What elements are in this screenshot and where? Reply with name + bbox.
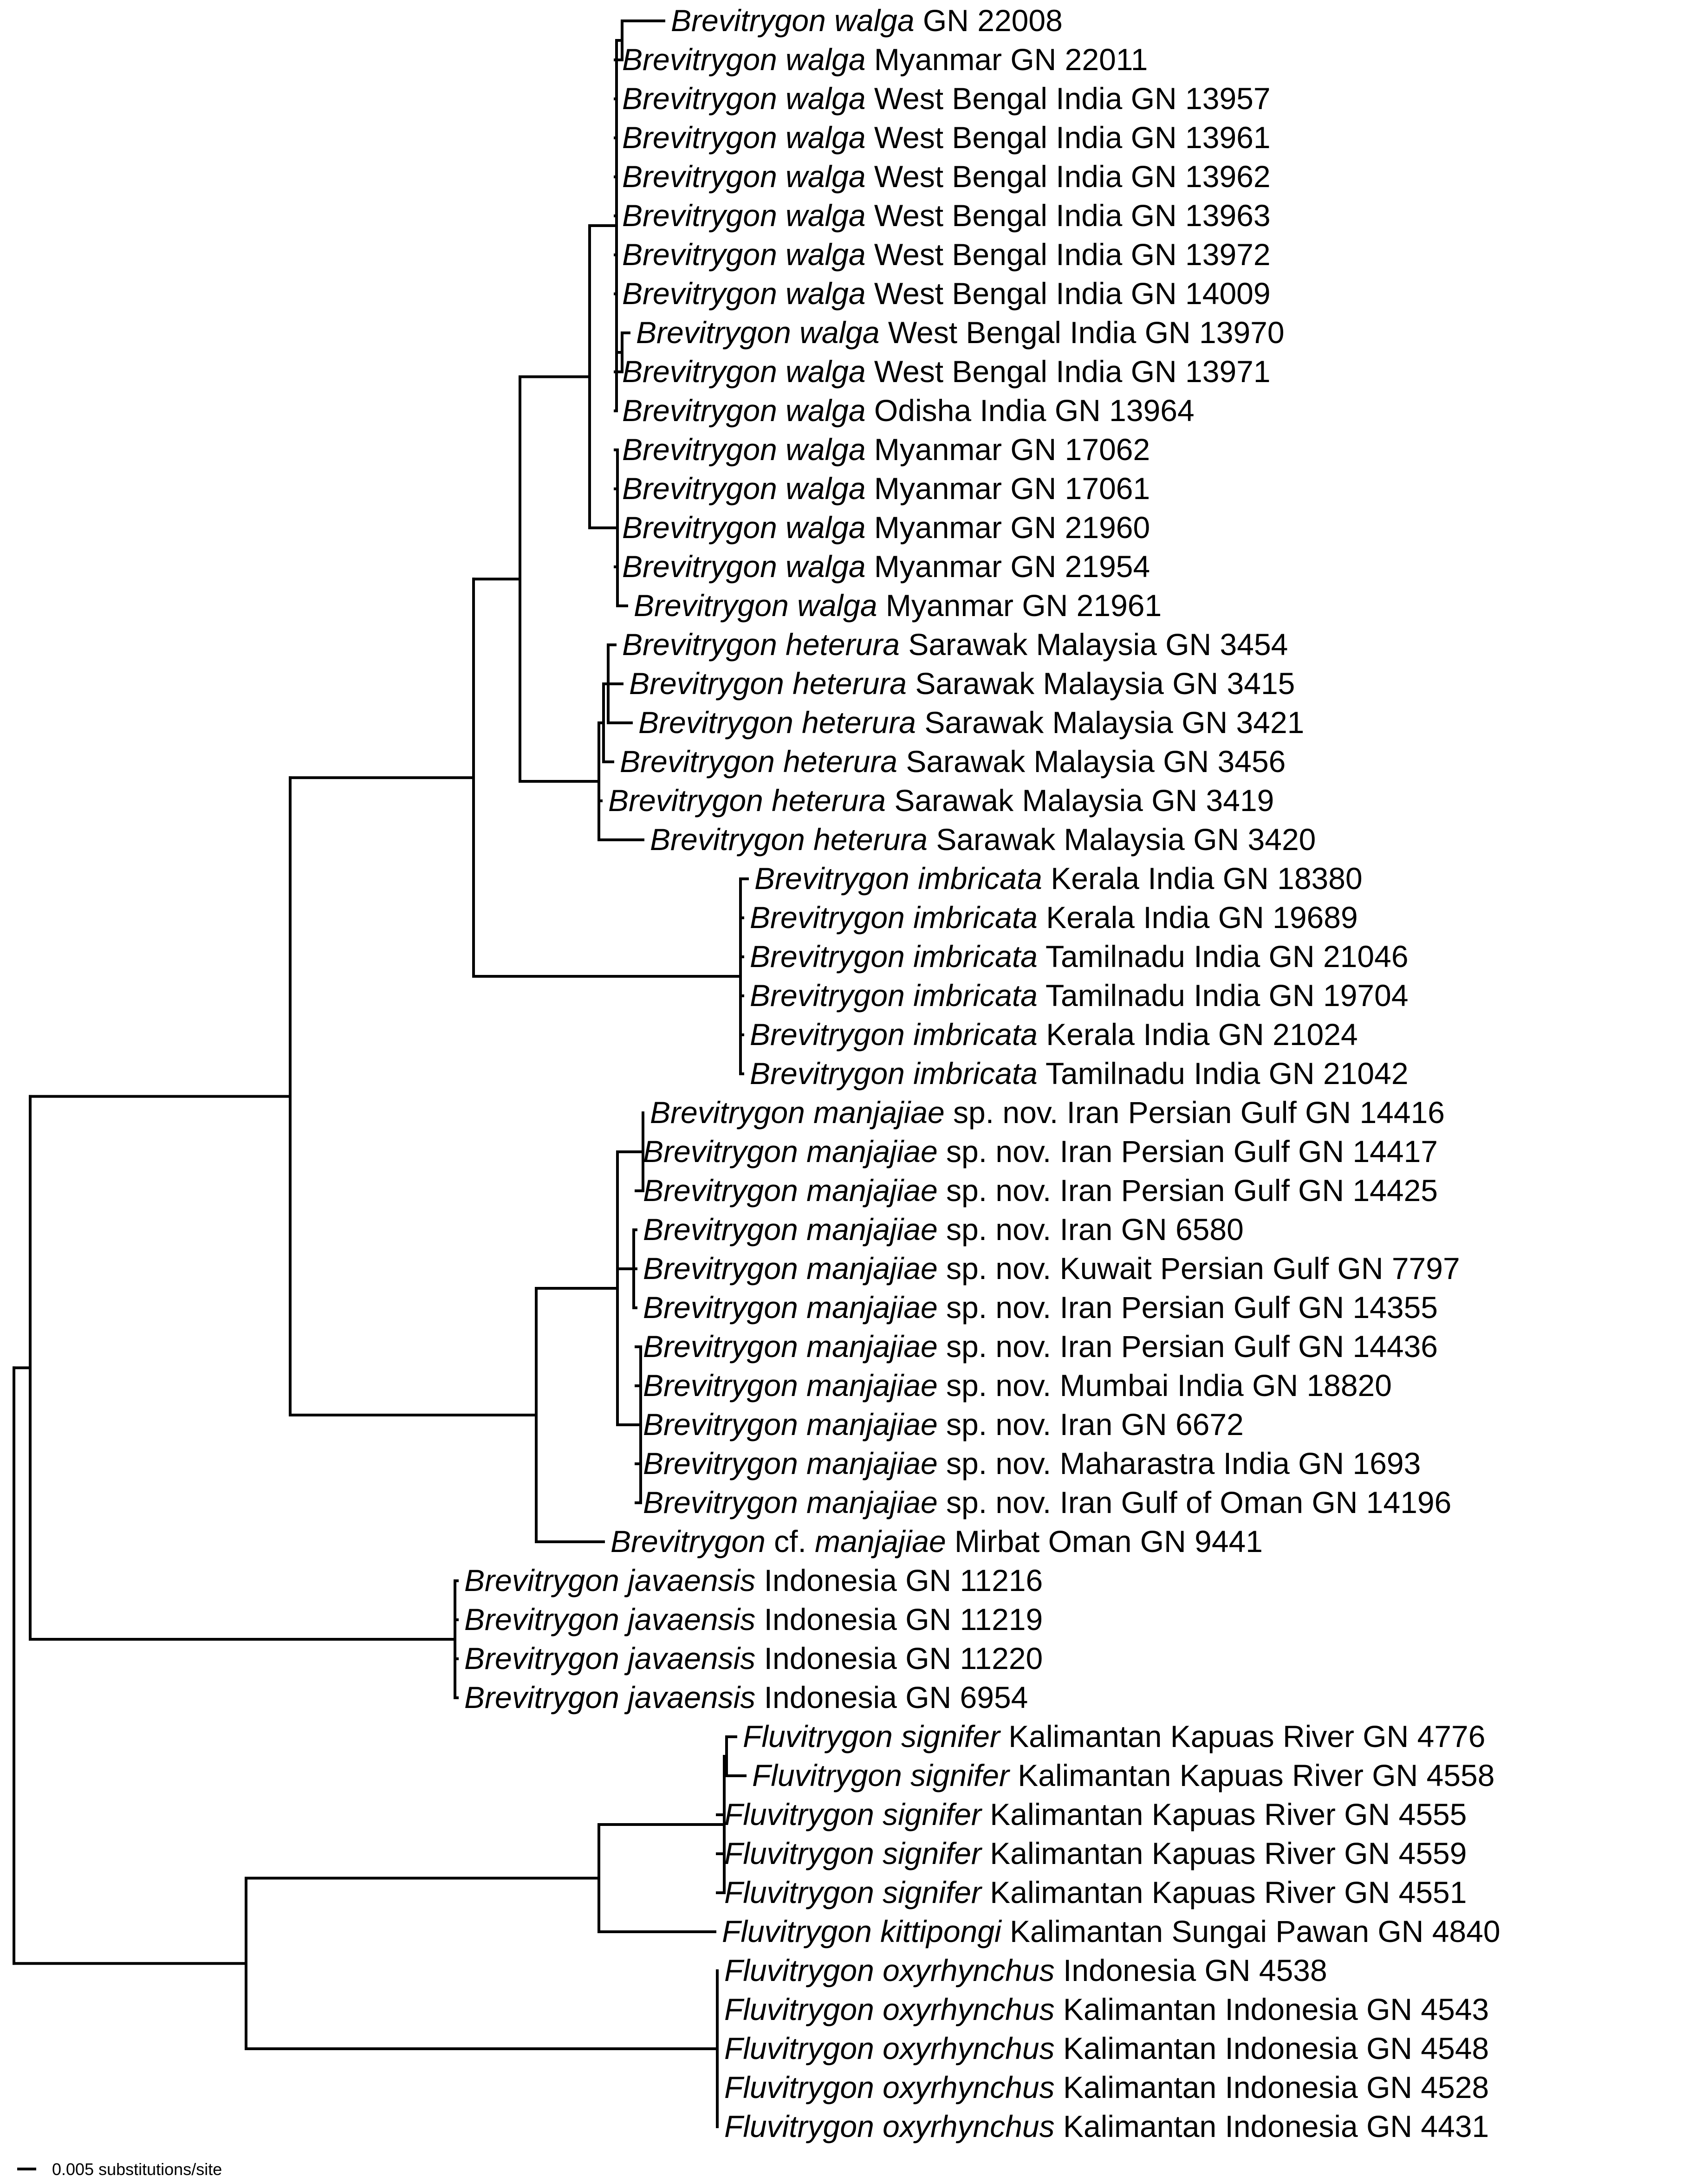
tip-label xyxy=(643,1446,1421,1481)
tip-locality: Myanmar GN 17062 xyxy=(865,432,1150,467)
tip-species: heterura xyxy=(777,627,900,662)
tip-species: walga xyxy=(777,237,866,272)
tip-locality: Maharastra India GN 1693 xyxy=(1051,1446,1421,1481)
tip-genus: Brevitrygon xyxy=(634,588,789,623)
tip-label xyxy=(638,705,1304,740)
tip-species: walga xyxy=(777,42,866,77)
tip-genus: Fluvitrygon xyxy=(724,2031,874,2065)
tip-species: oxyrhynchus xyxy=(874,1992,1055,2026)
scale-bar-label: 0.005 substitutions/site xyxy=(52,2160,222,2179)
tip-species: manjajiae xyxy=(805,1095,945,1130)
tip-label xyxy=(622,510,1150,545)
tip-label xyxy=(643,1134,1438,1169)
tip-label xyxy=(464,1602,1043,1636)
tip-label xyxy=(643,1368,1392,1403)
tip-genus: Fluvitrygon xyxy=(724,2109,874,2143)
tip-species: javaensis xyxy=(619,1602,756,1636)
tip-genus: Brevitrygon xyxy=(643,1407,798,1442)
tip-genus: Brevitrygon xyxy=(622,120,777,155)
tip-genus: Brevitrygon xyxy=(622,198,777,233)
tip-label xyxy=(650,1095,1445,1130)
tip-tag: sp. nov. xyxy=(937,1368,1052,1403)
tip-locality: West Bengal India GN 13970 xyxy=(879,315,1285,350)
tip-locality: Kerala India GN 21024 xyxy=(1037,1017,1358,1052)
tip-label xyxy=(634,588,1162,623)
tip-genus: Brevitrygon xyxy=(643,1446,798,1481)
tip-label xyxy=(629,666,1295,701)
tip-locality: Mirbat Oman GN 9441 xyxy=(946,1524,1263,1559)
tip-species: walga xyxy=(777,276,866,311)
tip-species: walga xyxy=(791,315,880,350)
tip-species: walga xyxy=(777,510,866,545)
tip-label xyxy=(636,315,1285,350)
tip-genus: Brevitrygon xyxy=(643,1134,798,1169)
tip-tag: sp. nov. xyxy=(937,1485,1052,1520)
tip-locality: West Bengal India GN 13972 xyxy=(865,237,1271,272)
tip-label xyxy=(724,2070,1489,2104)
tip-genus: Brevitrygon xyxy=(643,1329,798,1364)
tip-genus: Brevitrygon xyxy=(464,1602,619,1636)
tip-species: walga xyxy=(788,588,877,623)
tip-genus: Brevitrygon xyxy=(750,939,905,974)
tip-label xyxy=(622,198,1271,233)
tip-tag: sp. nov. xyxy=(937,1134,1052,1169)
tip-label xyxy=(750,900,1358,935)
tip-locality: Sarawak Malaysia GN 3456 xyxy=(897,744,1286,779)
tip-locality: Kerala India GN 18380 xyxy=(1042,861,1363,896)
tip-label xyxy=(750,978,1409,1013)
tip-species: walga xyxy=(777,159,866,194)
tip-species: walga xyxy=(825,3,915,38)
tip-genus: Brevitrygon xyxy=(622,81,777,116)
tip-locality: Kalimantan Indonesia GN 4543 xyxy=(1054,1992,1489,2026)
tip-tag: sp. nov. xyxy=(937,1329,1052,1364)
tip-species: imbricata xyxy=(904,900,1038,935)
tip-species: manjajiae xyxy=(806,1524,946,1559)
tip-tag: sp. nov. xyxy=(937,1290,1052,1325)
tip-label xyxy=(724,1836,1467,1870)
tip-genus: Brevitrygon xyxy=(629,666,784,701)
tip-locality: Kalimantan Kapuas River GN 4558 xyxy=(1009,1758,1495,1792)
tip-species: manjajiae xyxy=(798,1368,938,1403)
tip-label xyxy=(622,237,1271,272)
tip-species: manjajiae xyxy=(798,1329,938,1364)
tip-locality: West Bengal India GN 13963 xyxy=(865,198,1271,233)
tip-species: oxyrhynchus xyxy=(874,2109,1055,2143)
tip-species: walga xyxy=(777,81,866,116)
tip-genus: Brevitrygon xyxy=(608,783,763,818)
tip-label xyxy=(724,2109,1489,2143)
tip-tag: sp. nov. xyxy=(937,1407,1052,1442)
tip-genus: Fluvitrygon xyxy=(724,1953,874,1987)
tip-genus: Fluvitrygon xyxy=(724,1875,874,1909)
tip-genus: Brevitrygon xyxy=(622,237,777,272)
tip-genus: Fluvitrygon xyxy=(752,1758,902,1792)
tip-locality: Tamilnadu India GN 21042 xyxy=(1037,1056,1409,1091)
tip-genus: Fluvitrygon xyxy=(724,1836,874,1870)
tip-species: signifer xyxy=(874,1797,981,1831)
tip-genus: Brevitrygon xyxy=(638,705,793,740)
tip-species: oxyrhynchus xyxy=(874,2031,1055,2065)
tip-label xyxy=(724,1797,1467,1831)
tip-locality: Sarawak Malaysia GN 3421 xyxy=(916,705,1305,740)
tip-locality: Sarawak Malaysia GN 3420 xyxy=(927,822,1316,857)
tip-species: oxyrhynchus xyxy=(874,2070,1055,2104)
tip-locality: West Bengal India GN 13962 xyxy=(865,159,1271,194)
tip-genus: Brevitrygon xyxy=(622,42,777,77)
tip-genus: Brevitrygon xyxy=(643,1368,798,1403)
tip-genus: Brevitrygon xyxy=(622,354,777,389)
tip-species: signifer xyxy=(902,1758,1009,1792)
tip-species: javaensis xyxy=(619,1563,756,1598)
tip-label xyxy=(643,1485,1451,1520)
tip-genus: Fluvitrygon xyxy=(722,1914,872,1948)
tip-locality: Iran GN 6672 xyxy=(1051,1407,1244,1442)
tip-species: heterura xyxy=(805,822,928,857)
tip-label xyxy=(752,1758,1494,1792)
tip-species: manjajiae xyxy=(798,1251,938,1286)
tip-locality: Myanmar GN 17061 xyxy=(865,471,1150,506)
tip-label xyxy=(650,822,1316,857)
tip-species: manjajiae xyxy=(798,1290,938,1325)
tip-label xyxy=(622,627,1288,662)
tip-label xyxy=(671,3,1063,38)
tip-species: imbricata xyxy=(904,1056,1038,1091)
tip-genus: Brevitrygon xyxy=(622,393,777,428)
tip-species: imbricata xyxy=(904,1017,1038,1052)
tip-locality: Odisha India GN 13964 xyxy=(865,393,1195,428)
tip-label xyxy=(608,783,1274,818)
tip-label xyxy=(724,1953,1327,1987)
tip-locality: West Bengal India GN 14009 xyxy=(865,276,1271,311)
tip-genus: Fluvitrygon xyxy=(743,1719,893,1753)
tip-genus: Brevitrygon xyxy=(622,510,777,545)
tip-locality: Kalimantan Indonesia GN 4431 xyxy=(1054,2109,1489,2143)
tip-genus: Brevitrygon xyxy=(671,3,826,38)
tip-species: manjajiae xyxy=(798,1485,938,1520)
tip-locality: Indonesia GN 11219 xyxy=(755,1602,1043,1636)
tip-genus: Brevitrygon xyxy=(622,276,777,311)
tip-label xyxy=(622,432,1150,467)
tip-label xyxy=(724,1992,1489,2026)
tip-label xyxy=(464,1563,1043,1598)
tip-species: walga xyxy=(777,471,866,506)
tip-species: heterura xyxy=(774,744,897,779)
tip-label xyxy=(610,1524,1263,1559)
tip-locality: Iran Gulf of Oman GN 14196 xyxy=(1051,1485,1452,1520)
tip-species: heterura xyxy=(793,705,916,740)
tip-label xyxy=(722,1914,1500,1948)
tip-genus: Fluvitrygon xyxy=(724,2070,874,2104)
tip-species: manjajiae xyxy=(798,1212,938,1247)
tip-labels xyxy=(464,3,1500,2143)
tip-locality: Iran Persian Gulf GN 14425 xyxy=(1051,1173,1438,1208)
tip-locality: West Bengal India GN 13971 xyxy=(865,354,1271,389)
tip-species: walga xyxy=(777,432,866,467)
tip-species: signifer xyxy=(892,1719,1000,1753)
tip-genus: Brevitrygon xyxy=(643,1290,798,1325)
tip-species: imbricata xyxy=(904,978,1038,1013)
tip-label xyxy=(643,1329,1438,1364)
tip-label xyxy=(643,1173,1438,1208)
tip-species: signifer xyxy=(874,1836,981,1870)
tip-label xyxy=(622,81,1271,116)
tip-genus: Brevitrygon xyxy=(620,744,775,779)
tip-genus: Fluvitrygon xyxy=(724,1992,874,2026)
tip-genus: Brevitrygon xyxy=(622,432,777,467)
tip-label xyxy=(750,1056,1409,1091)
tip-tag: sp. nov. xyxy=(937,1446,1052,1481)
tip-locality: West Bengal India GN 13957 xyxy=(865,81,1271,116)
tip-species: walga xyxy=(777,393,866,428)
tip-locality: Kalimantan Sungai Pawan GN 4840 xyxy=(1001,1914,1500,1948)
tip-genus: Brevitrygon xyxy=(750,900,905,935)
tip-genus: Brevitrygon xyxy=(464,1563,619,1598)
tip-species: manjajiae xyxy=(798,1446,938,1481)
tip-locality: Indonesia GN 11220 xyxy=(755,1641,1043,1675)
tip-species: heterura xyxy=(763,783,886,818)
tip-species: walga xyxy=(777,198,866,233)
tip-label xyxy=(622,42,1148,77)
tip-locality: Kalimantan Kapuas River GN 4555 xyxy=(981,1797,1467,1831)
tip-label xyxy=(622,393,1195,428)
tip-locality: Indonesia GN 6954 xyxy=(755,1680,1028,1714)
tip-locality: Iran Persian Gulf GN 14355 xyxy=(1051,1290,1438,1325)
tip-locality: Myanmar GN 21960 xyxy=(865,510,1150,545)
tip-genus: Brevitrygon xyxy=(464,1680,619,1714)
tip-locality: Sarawak Malaysia GN 3415 xyxy=(906,666,1295,701)
tip-label xyxy=(622,471,1150,506)
tip-species: imbricata xyxy=(909,861,1042,896)
tip-locality: Indonesia GN 11216 xyxy=(755,1563,1043,1598)
tip-qualifier: cf. xyxy=(765,1524,806,1559)
tip-species: walga xyxy=(777,549,866,584)
tip-label xyxy=(754,861,1363,896)
tip-genus: Brevitrygon xyxy=(750,1056,905,1091)
tip-locality: Tamilnadu India GN 19704 xyxy=(1037,978,1409,1013)
tip-species: manjajiae xyxy=(798,1134,938,1169)
tip-locality: Iran Persian Gulf GN 14417 xyxy=(1051,1134,1438,1169)
tip-genus: Brevitrygon xyxy=(754,861,909,896)
tip-label xyxy=(724,2031,1489,2065)
tip-locality: Iran Persian Gulf GN 14436 xyxy=(1051,1329,1438,1364)
tip-label xyxy=(643,1407,1244,1442)
tip-label xyxy=(622,549,1150,584)
tip-genus: Brevitrygon xyxy=(643,1212,798,1247)
tip-genus: Brevitrygon xyxy=(622,471,777,506)
tip-locality: Kalimantan Kapuas River GN 4559 xyxy=(981,1836,1467,1870)
tip-locality: Iran GN 6580 xyxy=(1051,1212,1244,1247)
tip-label xyxy=(464,1641,1043,1675)
tip-species: walga xyxy=(777,354,866,389)
tip-tag: sp. nov. xyxy=(944,1095,1059,1130)
tip-species: manjajiae xyxy=(798,1407,938,1442)
tip-species: signifer xyxy=(874,1875,981,1909)
scale-bar xyxy=(19,2160,222,2179)
tip-genus: Brevitrygon xyxy=(643,1251,798,1286)
tip-label xyxy=(643,1290,1438,1325)
tip-species: manjajiae xyxy=(798,1173,938,1208)
tip-genus: Brevitrygon xyxy=(750,978,905,1013)
tip-label xyxy=(743,1719,1485,1753)
tip-label xyxy=(622,354,1271,389)
tip-species: javaensis xyxy=(619,1641,756,1675)
tip-label xyxy=(643,1251,1460,1286)
tip-genus: Brevitrygon xyxy=(622,627,777,662)
tip-genus: Brevitrygon xyxy=(643,1485,798,1520)
tip-species: heterura xyxy=(784,666,907,701)
tip-locality: Mumbai India GN 18820 xyxy=(1051,1368,1392,1403)
tip-label xyxy=(622,276,1271,311)
tip-label xyxy=(643,1212,1244,1247)
tip-tag: sp. nov. xyxy=(937,1212,1052,1247)
tip-label xyxy=(622,159,1271,194)
tip-genus: Brevitrygon xyxy=(650,1095,805,1130)
tip-locality: Kalimantan Indonesia GN 4528 xyxy=(1054,2070,1489,2104)
tip-genus: Brevitrygon xyxy=(622,549,777,584)
tip-label xyxy=(620,744,1286,779)
tip-species: walga xyxy=(777,120,866,155)
tip-genus: Brevitrygon xyxy=(650,822,805,857)
tip-locality: Iran Persian Gulf GN 14416 xyxy=(1058,1095,1445,1130)
tip-genus: Brevitrygon xyxy=(750,1017,905,1052)
tip-genus: Brevitrygon xyxy=(622,159,777,194)
tip-genus: Brevitrygon xyxy=(636,315,791,350)
tip-locality: West Bengal India GN 13961 xyxy=(865,120,1271,155)
tip-tag: sp. nov. xyxy=(937,1251,1052,1286)
tip-locality: Kuwait Persian Gulf GN 7797 xyxy=(1051,1251,1460,1286)
tip-locality: Myanmar GN 21954 xyxy=(865,549,1150,584)
tip-genus: Brevitrygon xyxy=(464,1641,619,1675)
tip-locality: Kalimantan Kapuas River GN 4551 xyxy=(981,1875,1467,1909)
tip-species: oxyrhynchus xyxy=(874,1953,1055,1987)
tip-tag: sp. nov. xyxy=(937,1173,1052,1208)
tip-genus: Brevitrygon xyxy=(643,1173,798,1208)
tip-label xyxy=(622,120,1271,155)
tip-locality: Sarawak Malaysia GN 3419 xyxy=(885,783,1274,818)
tip-species: kittipongi xyxy=(871,1914,1001,1948)
tip-locality: Indonesia GN 4538 xyxy=(1054,1953,1327,1987)
tip-locality: Sarawak Malaysia GN 3454 xyxy=(899,627,1288,662)
tip-genus: Fluvitrygon xyxy=(724,1797,874,1831)
tip-locality: Kalimantan Kapuas River GN 4776 xyxy=(1000,1719,1486,1753)
tip-label xyxy=(750,939,1409,974)
tip-label xyxy=(464,1680,1028,1714)
tip-locality: Tamilnadu India GN 21046 xyxy=(1037,939,1409,974)
tip-locality: Kalimantan Indonesia GN 4548 xyxy=(1054,2031,1489,2065)
tip-label xyxy=(724,1875,1467,1909)
tip-species: javaensis xyxy=(619,1680,756,1714)
tip-locality: Kerala India GN 19689 xyxy=(1037,900,1358,935)
tip-locality: Myanmar GN 22011 xyxy=(865,42,1148,77)
tip-locality: GN 22008 xyxy=(914,3,1063,38)
tip-locality: Myanmar GN 21961 xyxy=(877,588,1162,623)
tip-genus: Brevitrygon xyxy=(610,1524,766,1559)
tip-label xyxy=(750,1017,1358,1052)
tip-species: imbricata xyxy=(904,939,1038,974)
